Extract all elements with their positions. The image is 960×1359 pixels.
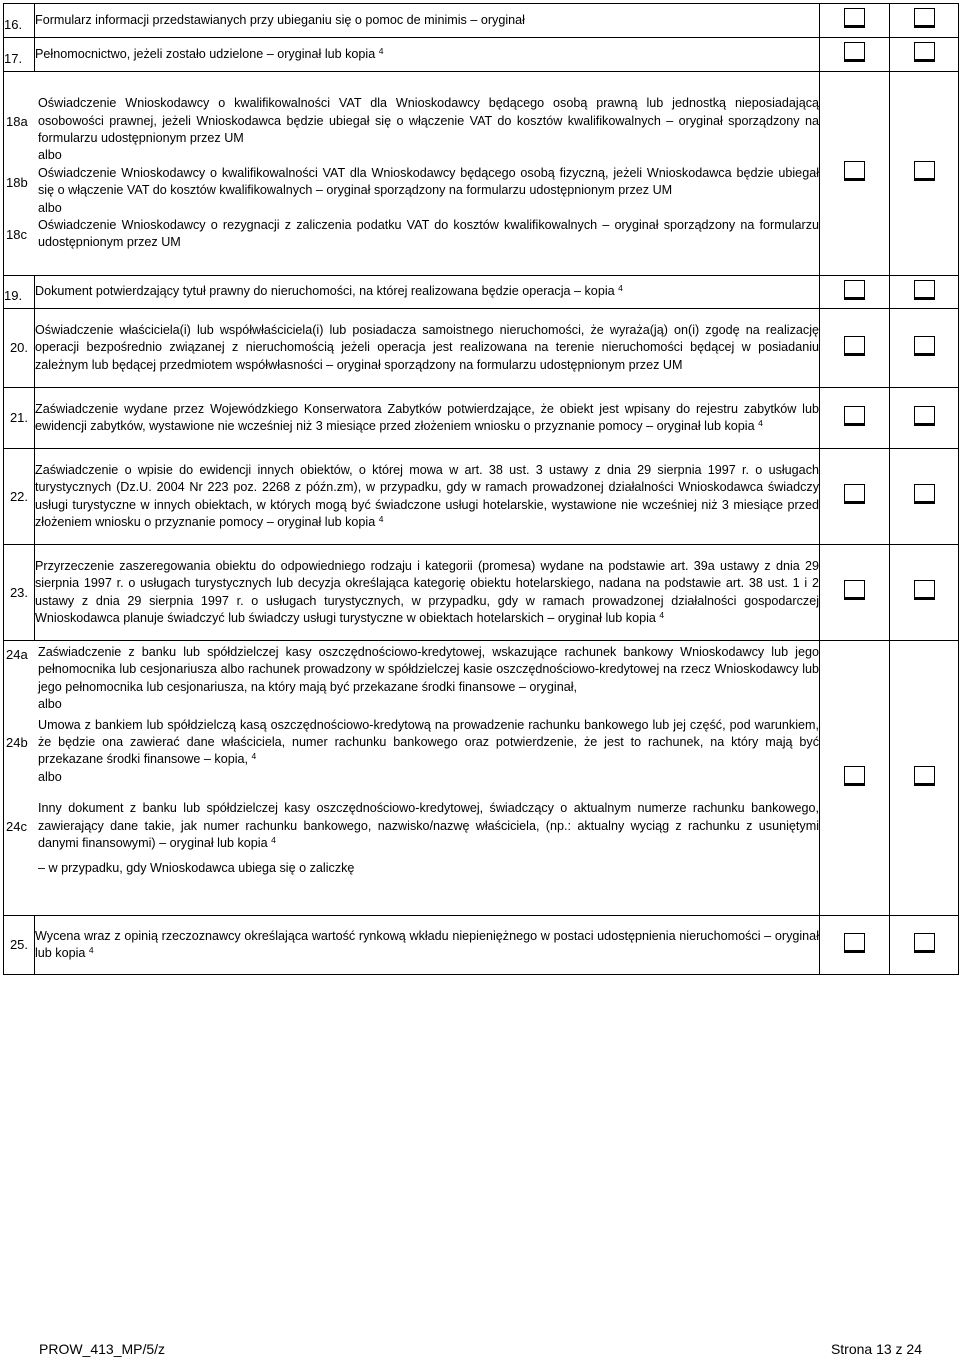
checkbox-cell bbox=[820, 38, 890, 72]
row-number: 24a bbox=[6, 647, 28, 662]
checkbox[interactable] bbox=[914, 766, 935, 786]
sub-item-24b: 24b Umowa z bankiem lub spółdzielczą kasą oszczędnościowo-kredytową na prowadzenie rachunku bankowego lub jej część, pod warunkiem, że będzie ona zawierać dane właściciela, numer rachunku bankowego oraz potwierdzenie, że jest to rachunek, na który mają być przekazane środki finansowe – kopia, $^4$ bbox=[6, 717, 819, 767]
row-description: Pełnomocnictwo, jeżeli zostało udzielone – oryginał lub kopia $^4$ bbox=[35, 38, 820, 72]
footnote-ref: 4 bbox=[251, 751, 257, 762]
table-row bbox=[4, 38, 959, 72]
footnote-ref: 4 bbox=[271, 835, 276, 846]
row-number: 24c bbox=[6, 818, 27, 834]
footnote-ref: 4 bbox=[378, 45, 384, 56]
row-description bbox=[4, 641, 820, 916]
row-number: 17. bbox=[4, 38, 35, 72]
checkbox-cell bbox=[890, 72, 959, 276]
row-description bbox=[4, 72, 820, 276]
table-row bbox=[4, 72, 959, 276]
checkbox[interactable] bbox=[844, 484, 865, 504]
table-row bbox=[4, 276, 959, 309]
checkbox-cell bbox=[890, 916, 959, 975]
footnote-ref: 4 bbox=[659, 609, 665, 620]
checkbox-cell bbox=[890, 4, 959, 38]
table-row bbox=[4, 388, 959, 449]
checkbox[interactable] bbox=[914, 42, 935, 62]
checkbox[interactable] bbox=[844, 933, 865, 953]
checkbox[interactable] bbox=[914, 280, 935, 300]
attachments-table bbox=[3, 3, 959, 975]
row-number: 19. bbox=[4, 276, 35, 309]
table-row bbox=[4, 449, 959, 545]
checkbox-cell bbox=[820, 388, 890, 449]
sub-item-24a: 24a Zaświadczenie z banku lub spółdzielczej kasy oszczędnościowo-kredytowej, wskazujące rachunek bankowy Wnioskodawcy lub jego pełnomocnika lub cesjonariusza albo rachunek prowadzony w spółdzielczej kasie oszczędnościowo-kredytowej na rzecz Wnioskodawcy lub jego pełnomocnika lub cesjonariusza, na który mają być przekazane środki finansowe – oryginał, bbox=[6, 645, 819, 694]
row-number: 16. bbox=[4, 4, 35, 38]
footnote-ref: 4 bbox=[378, 513, 384, 524]
separator-text: albo bbox=[38, 697, 62, 712]
checkbox[interactable] bbox=[914, 580, 935, 600]
checkbox-cell bbox=[890, 449, 959, 545]
row-description: Przyrzeczenie zaszeregowania obiektu do odpowiedniego rodzaju i kategorii (promesa) wydane na podstawie art. 39a ustawy z dnia 29 sierpnia 1997 r. o usługach turystycznych lub decyzja określająca kategorię obiektu hotelarskiego, nadana na podstawie art. 38 ust. 1 i 2 ustawy z dnia 29 sierpnia 1997 r. o usługach turystycznych, w przypadku, gdy w ramach prowadzonej działalności gospodarczej Wnioskodawca planuje świadczyć lub świadczy usługi turystyczne w obiektach hotelarskich – oryginał lub kopia $^4$ bbox=[35, 545, 820, 641]
separator-text: albo bbox=[38, 769, 62, 784]
checkbox[interactable] bbox=[844, 406, 865, 426]
footnote-ref: 4 bbox=[758, 418, 763, 428]
row-description: Zaświadczenie o wpisie do ewidencji innych obiektów, o której mowa w art. 38 ust. 3 ustawy z dnia 29 sierpnia 1997 r. o usługach turystycznych (Dz.U. 2004 Nr 223 poz. 2268 z późn.zm), w przypadku, gdy w ramach prowadzonej działalności Wnioskodawca świadczy usługi turystyczne w innych obiektach, w których mogą być świadczone usługi hotelarskie, wystawione nie wcześniej niż 3 miesiące przed złożeniem wniosku o przyznanie pomocy – oryginał lub kopia $^4$ bbox=[35, 449, 820, 545]
checkbox[interactable] bbox=[844, 336, 865, 356]
checkbox-cell bbox=[820, 4, 890, 38]
checkbox[interactable] bbox=[914, 336, 935, 356]
table-row bbox=[4, 309, 959, 388]
table-row bbox=[4, 545, 959, 641]
sub-item-18c: 18c Oświadczenie Wnioskodawcy o rezygnacji z zaliczenia podatku VAT do kosztów kwalifikowalnych – oryginał sporządzony na formularzu udostępnionym przez UM bbox=[6, 218, 819, 250]
row-number: 20. bbox=[4, 309, 35, 388]
checkbox-cell bbox=[890, 38, 959, 72]
checkbox[interactable] bbox=[844, 8, 865, 28]
sub-item-24c: 24c Inny dokument z banku lub spółdzielczej kasy oszczędnościowo-kredytowej, świadczący o aktualnym numerze rachunku bankowego, zawierający dane takie, jak numer rachunku bankowego, nazwisko/nazwę właściciela, (np.: aktualny wyciąg z rachunku z usuniętymi danymi finansowymi) – oryginał lub kopia $^4$ bbox=[6, 801, 819, 851]
checkbox[interactable] bbox=[844, 161, 865, 181]
checkbox-cell bbox=[820, 641, 890, 916]
table-row bbox=[4, 4, 959, 38]
checkbox-cell bbox=[890, 545, 959, 641]
row-description: Oświadczenie właściciela(i) lub współwłaściciela(i) lub posiadacza samoistnego nieruchomości, że wyraża(ją) on(i) zgodę na realizację operacji bezpośrednio związanej z nieruchomością jeżeli operacja jest realizowana na terenie nieruchomości będącej w posiadaniu zależnym lub będącej przedmiotem współwłasności – oryginał sporządzony na formularzu udostępnionym przez UM bbox=[35, 309, 820, 388]
row-description: Zaświadczenie wydane przez Wojewódzkiego Konserwatora Zabytków potwierdzające, że obiekt jest wpisany do rejestru zabytków lub ewidencji zabytków, wystawione nie wcześniej niż 3 miesiące przed złożeniem wniosku o przyznanie pomocy – oryginał lub kopia $^4$ bbox=[35, 388, 820, 449]
row-description: Formularz informacji przedstawianych przy ubieganiu się o pomoc de minimis – oryginał bbox=[35, 4, 820, 38]
separator-text: albo bbox=[38, 200, 62, 215]
table-row bbox=[4, 916, 959, 975]
row-description: Wycena wraz z opinią rzeczoznawcy określająca wartość rynkową wkładu niepieniężnego w postaci udostępnienia nieruchomości – oryginał lub kopia $^4$ bbox=[35, 916, 820, 975]
row-number: 18a bbox=[6, 113, 28, 129]
checkbox[interactable] bbox=[844, 580, 865, 600]
footnote-ref: 4 bbox=[618, 283, 623, 294]
checkbox-cell bbox=[890, 309, 959, 388]
checkbox[interactable] bbox=[914, 484, 935, 504]
row-number: 22. bbox=[4, 449, 35, 545]
checkbox[interactable] bbox=[844, 766, 865, 786]
checkbox-cell bbox=[820, 309, 890, 388]
sub-item-18b: 18b Oświadczenie Wnioskodawcy o kwalifikowalności VAT dla Wnioskodawcy będącego osobą fizyczną, jeżeli Wnioskodawca będzie ubiegał się o włączenie VAT do kosztów kwalifikowalnych – oryginał sporządzony na formularzu udostępnionym przez UM bbox=[6, 165, 819, 198]
checkbox[interactable] bbox=[844, 280, 865, 300]
row-number: 21. bbox=[4, 388, 35, 449]
row-number: 23. bbox=[4, 545, 35, 641]
checkbox-cell bbox=[890, 276, 959, 309]
checkbox[interactable] bbox=[914, 8, 935, 28]
row-number: 18c bbox=[6, 226, 27, 242]
checkbox[interactable] bbox=[914, 933, 935, 953]
footer-page-number: Strona 13 z 24 bbox=[830, 1341, 922, 1357]
row-number: 18b bbox=[6, 174, 28, 190]
table-row bbox=[4, 641, 959, 916]
checkbox[interactable] bbox=[914, 406, 935, 426]
separator-text: albo bbox=[38, 148, 62, 163]
row-description: Dokument potwierdzający tytuł prawny do nieruchomości, na której realizowana będzie operacja – kopia $^4$ bbox=[35, 276, 820, 309]
footer-document-code: PROW_413_MP/5/z bbox=[39, 1341, 166, 1357]
advance-note: – w przypadku, gdy Wnioskodawca ubiega się o zaliczkę bbox=[38, 861, 355, 876]
checkbox-cell bbox=[820, 449, 890, 545]
checkbox[interactable] bbox=[844, 42, 865, 62]
checkbox-cell bbox=[890, 388, 959, 449]
checkbox-cell bbox=[820, 276, 890, 309]
checkbox-cell bbox=[890, 641, 959, 916]
checkbox[interactable] bbox=[914, 161, 935, 181]
row-number: 24b bbox=[6, 735, 28, 751]
checkbox-cell bbox=[820, 72, 890, 276]
footnote-ref: 4 bbox=[88, 945, 94, 955]
checkbox-cell bbox=[820, 916, 890, 975]
checkbox-cell bbox=[820, 545, 890, 641]
row-number: 25. bbox=[4, 916, 35, 975]
sub-item-18a: 18a Oświadczenie Wnioskodawcy o kwalifikowalności VAT dla Wnioskodawcy będącego osobą prawną lub jednostką nieposiadającą osobowości prawnej, jeżeli Wnioskodawca będzie ubiegał się o włączenie VAT do kosztów kwalifikowalnych – oryginał sporządzony na formularzu udostępnionym przez UM bbox=[6, 96, 819, 145]
